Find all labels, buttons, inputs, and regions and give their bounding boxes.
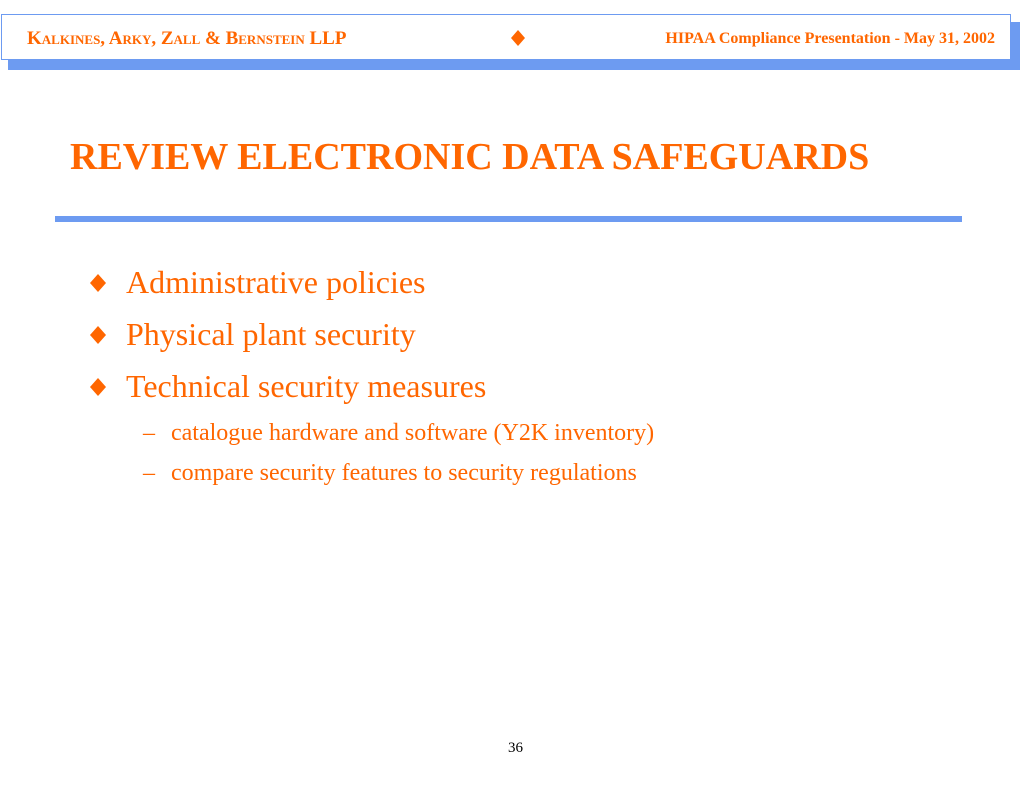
firm-name: Kalkines, Arky, Zall & Bernstein LLP [27, 28, 347, 49]
diamond-bullet-icon [90, 326, 106, 344]
diamond-bullet-icon [90, 378, 106, 396]
page-number: 36 [508, 740, 523, 756]
dash-bullet-icon: – [143, 460, 155, 486]
sub-bullet-text: catalogue hardware and software (Y2K inventory) [171, 420, 655, 446]
dash-bullet-icon: – [143, 420, 155, 446]
bullet-text: Physical plant security [126, 316, 416, 352]
slide-title: REVIEW ELECTRONIC DATA SAFEGUARDS [70, 136, 870, 178]
bullet-text: Technical security measures [126, 368, 487, 404]
header-banner [1, 14, 1011, 60]
bullet-text: Administrative policies [126, 264, 426, 300]
sub-bullet-text: compare security features to security regulations [171, 460, 637, 486]
title-divider [55, 216, 962, 222]
diamond-bullet-icon [90, 274, 106, 292]
presentation-info: HIPAA Compliance Presentation - May 31, 2002 [665, 30, 995, 47]
diamond-icon [511, 30, 525, 46]
